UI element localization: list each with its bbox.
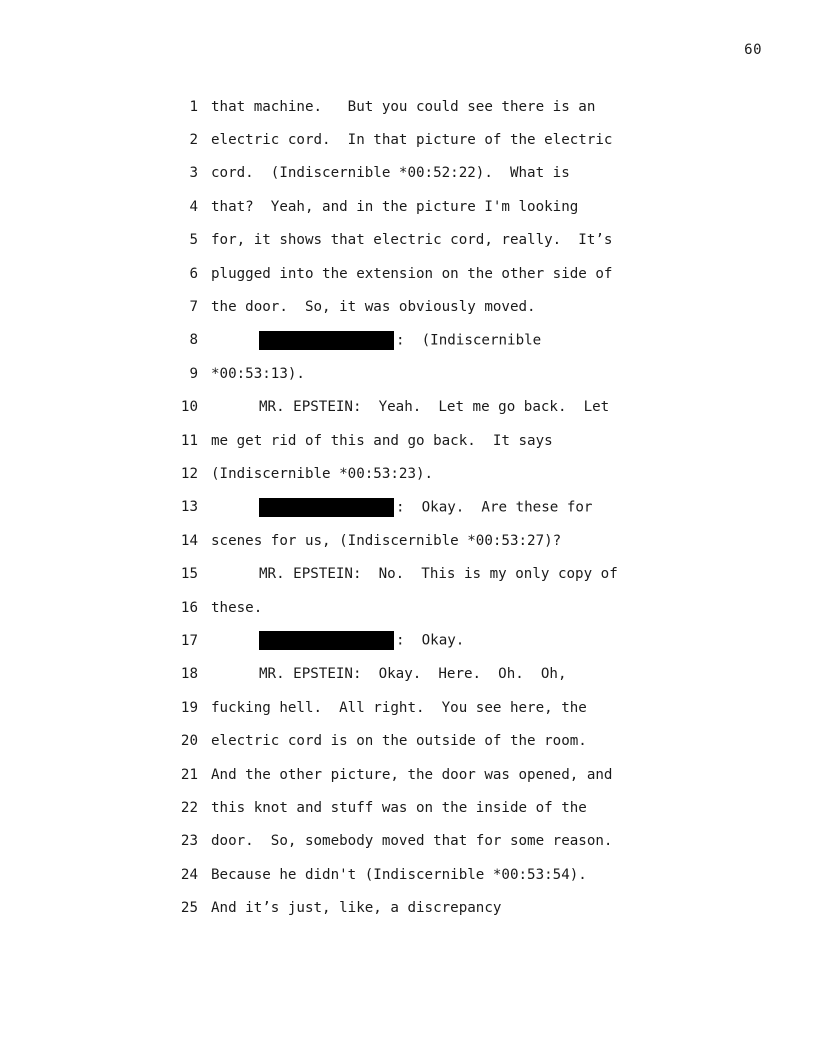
transcript-line <box>176 190 696 223</box>
line-number: 16 <box>180 599 198 616</box>
line-text: that machine. But you could see there is an <box>211 98 596 115</box>
line-text: for, it shows that electric cord, really. It’s <box>211 232 613 249</box>
line-text: fucking hell. All right. You see here, the <box>211 699 587 716</box>
line-text: me get rid of this and go back. It says <box>211 432 553 449</box>
line-number: 2 <box>189 132 198 149</box>
transcript-line <box>176 424 696 457</box>
line-number: 3 <box>189 165 198 182</box>
line-number: 15 <box>180 566 198 583</box>
line-number: 20 <box>180 733 198 750</box>
transcript-line <box>176 123 696 156</box>
line-number: 5 <box>189 232 198 249</box>
transcript-line <box>176 157 696 190</box>
line-number: 11 <box>180 432 198 449</box>
line-text: the door. So, it was obviously moved. <box>211 299 536 316</box>
line-text: that? Yeah, and in the picture I'm looking <box>211 198 579 215</box>
line-text: *00:53:13). <box>211 365 305 382</box>
page-number: 60 <box>744 42 762 58</box>
transcript-line <box>176 391 696 424</box>
redacted-speaker-utterance: : Okay. Are these for <box>396 499 593 516</box>
line-text: this knot and stuff was on the inside of the <box>211 799 587 816</box>
line-number: 1 <box>189 98 198 115</box>
transcript-line <box>176 557 696 590</box>
transcript-line <box>176 758 696 791</box>
line-text: Because he didn't (Indiscernible *00:53:54). <box>211 866 587 883</box>
line-number: 12 <box>180 465 198 482</box>
line-text: (Indiscernible *00:53:23). <box>211 465 434 482</box>
transcript-line <box>176 357 696 390</box>
line-number: 23 <box>180 833 198 850</box>
transcript-line <box>176 825 696 858</box>
transcript-line <box>176 658 696 691</box>
transcript-line <box>176 791 696 824</box>
line-text: cord. (Indiscernible *00:52:22). What is <box>211 165 570 182</box>
line-number: 14 <box>180 532 198 549</box>
line-number: 7 <box>189 299 198 316</box>
transcript-line <box>176 891 696 924</box>
line-number: 13 <box>180 499 198 516</box>
line-text: electric cord. In that picture of the electric <box>211 132 613 149</box>
redaction-bar <box>259 331 394 350</box>
speaker-utterance: MR. EPSTEIN: Okay. Here. Oh. Oh, <box>259 666 567 683</box>
line-text: And it’s just, like, a discrepancy <box>211 900 502 917</box>
line-number: 6 <box>189 265 198 282</box>
redaction-bar <box>259 631 394 650</box>
line-number: 8 <box>189 332 198 349</box>
line-text: door. So, somebody moved that for some reason. <box>211 833 613 850</box>
speaker-utterance: MR. EPSTEIN: No. This is my only copy of <box>259 566 618 583</box>
line-number: 17 <box>180 632 198 649</box>
transcript-line <box>176 324 696 357</box>
line-text-speaker-redacted <box>211 331 696 350</box>
line-number: 10 <box>180 399 198 416</box>
transcript-line <box>176 591 696 624</box>
line-text: electric cord is on the outside of the room. <box>211 733 587 750</box>
redacted-speaker-utterance: : (Indiscernible <box>396 332 542 349</box>
line-number: 19 <box>180 699 198 716</box>
line-text-speaker-redacted <box>211 498 696 517</box>
line-number: 18 <box>180 666 198 683</box>
transcript-line <box>176 491 696 524</box>
redaction-bar <box>259 498 394 517</box>
line-text-speaker <box>211 666 696 682</box>
transcript-line <box>176 257 696 290</box>
line-text-speaker <box>211 566 696 582</box>
line-text: plugged into the extension on the other side of <box>211 265 613 282</box>
transcript-line <box>176 224 696 257</box>
transcript-body <box>176 90 696 925</box>
transcript-line <box>176 624 696 657</box>
line-number: 21 <box>180 766 198 783</box>
line-number: 25 <box>180 900 198 917</box>
line-text-speaker <box>211 399 696 415</box>
speaker-utterance: MR. EPSTEIN: Yeah. Let me go back. Let <box>259 399 610 416</box>
transcript-line <box>176 290 696 323</box>
transcript-line <box>176 524 696 557</box>
line-number: 4 <box>189 198 198 215</box>
transcript-line <box>176 691 696 724</box>
line-text: scenes for us, (Indiscernible *00:53:27)? <box>211 532 562 549</box>
line-text: And the other picture, the door was opened, and <box>211 766 613 783</box>
transcript-line <box>176 724 696 757</box>
redacted-speaker-utterance: : Okay. <box>396 632 465 649</box>
line-text-speaker-redacted <box>211 631 696 650</box>
line-number: 9 <box>189 365 198 382</box>
transcript-line <box>176 858 696 891</box>
line-number: 22 <box>180 799 198 816</box>
line-text: these. <box>211 599 263 616</box>
transcript-line <box>176 457 696 490</box>
transcript-line <box>176 90 696 123</box>
line-number: 24 <box>180 866 198 883</box>
